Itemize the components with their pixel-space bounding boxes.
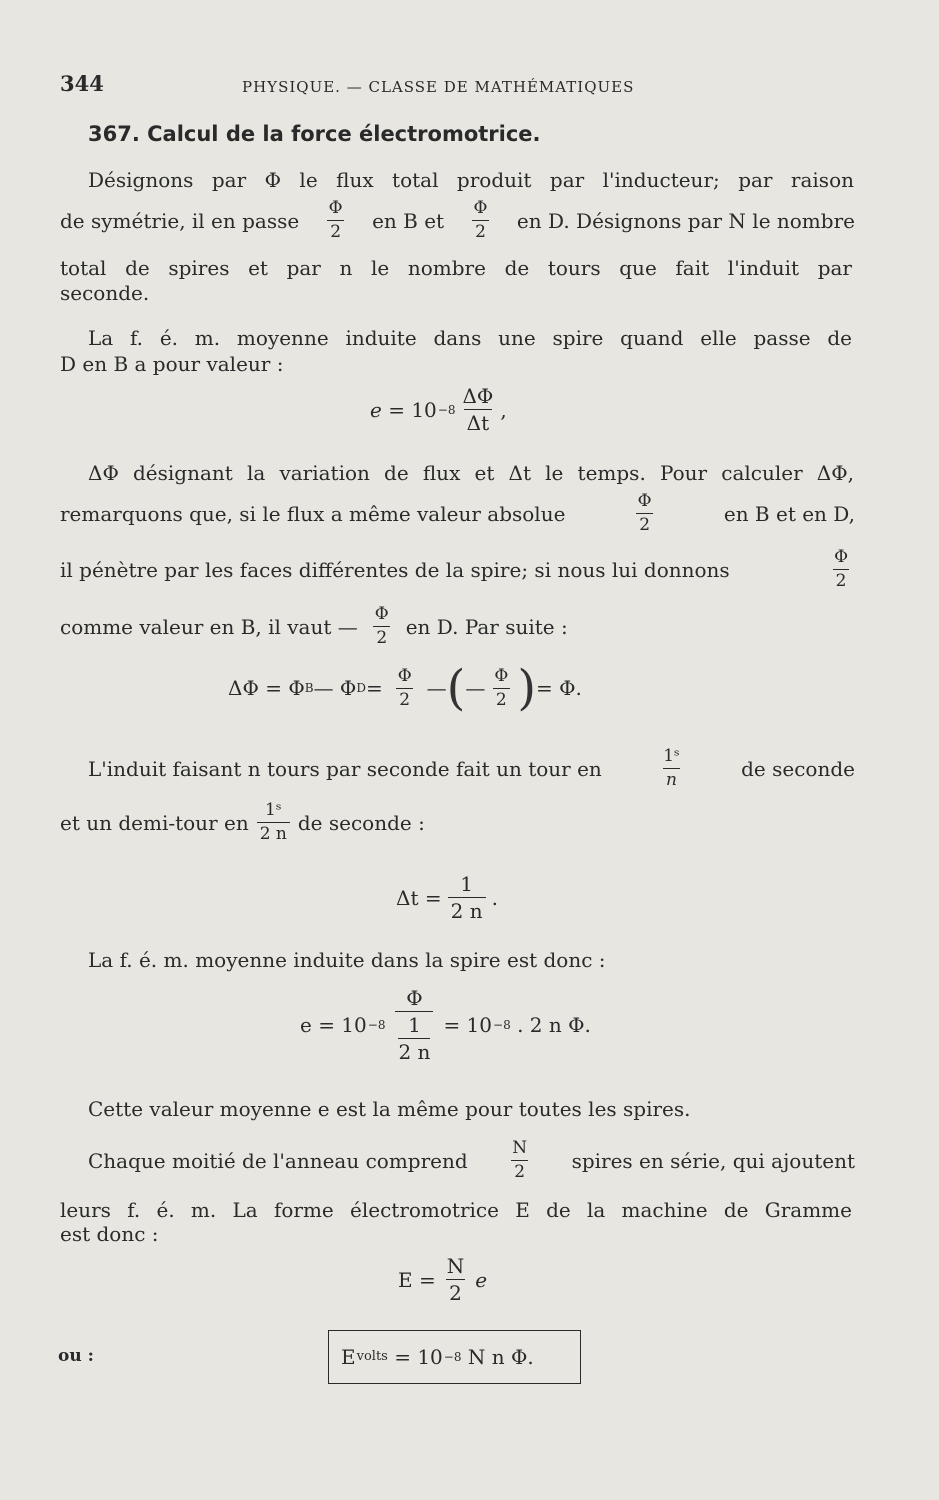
paragraph-line: remarquons que, si le flux a même valeur absolue $\frac{\Phi}{2}$ en B et en D, <box>60 491 855 535</box>
paragraph-line: il pénètre par les faces différentes de la spire; si nous lui donnons $\frac{\Phi}{2}$ <box>60 549 855 590</box>
running-header: PHYSIQUE. — CLASSE DE MATHÉMATIQUES <box>242 78 635 96</box>
fraction-delta-phi-over-delta-t: $\frac{\Delta\Phi}{\Delta t}$ <box>462 384 494 435</box>
text-span: en D. Désignons par N le nombre <box>516 208 855 233</box>
equation-emf: e = 10 −8 $\frac{\Delta\Phi}{\Delta t}$ , <box>370 384 507 435</box>
fraction-phi-over-2: $\frac{\Phi}{2}$ <box>473 198 488 242</box>
section-title: 367. Calcul de la force électromotrice. <box>88 122 541 146</box>
paragraph-line: total de spires et par n le nombre de tours que fait l'induit par <box>60 256 852 280</box>
paragraph-line: et un demi-tour en $\frac{\text{1ˢ}}{2 n}$ de seconde : <box>60 800 425 844</box>
final-formula-box: E volts = 10 −8 N n Φ. <box>328 1330 581 1384</box>
paragraph-line: ΔΦ désignant la variation de flux et Δt le temps. Pour calculer ΔΦ, <box>88 461 854 485</box>
fraction-n-over-2: $\frac{N}{2}$ <box>512 1138 528 1182</box>
paragraph-line: seconde. <box>60 281 150 305</box>
paragraph-line: Chaque moitié de l'anneau comprend $\frac{N}{2}$ spires en série, qui ajoutent <box>88 1138 855 1182</box>
prefix-ou: ou : <box>58 1346 94 1366</box>
paragraph-line: Désignons par Φ le flux total produit par l'inducteur; par raison <box>88 168 854 192</box>
paragraph-line: D en B a pour valeur : <box>60 352 284 376</box>
equation-delta-phi: ΔΦ = Φ B — Φ D = $\frac{\Phi}{2}$ — ( — $\frac{\Phi}{2}$ ) = Φ. <box>228 660 582 716</box>
paragraph-line: comme valeur en B, il vaut — $\frac{\Phi}{2}$ en D. Par suite : <box>60 604 568 648</box>
fraction-phi-over-2: $\frac{\Phi}{2}$ <box>494 665 509 710</box>
equation-emf-result: e = 10 −8 Φ 1 2 n = 10 −8 . 2 n Φ. <box>300 986 591 1064</box>
text-span: de symétrie, il en passe <box>60 208 300 233</box>
paragraph-line <box>60 200 855 241</box>
equation-total-emf: E = $\frac{N}{2}$ e <box>398 1254 488 1305</box>
page-number: 344 <box>60 71 104 96</box>
compound-fraction: Φ 1 2 n <box>395 988 433 1062</box>
paragraph-line: leurs f. é. m. La forme électromotrice E de la machine de Gramme <box>60 1198 852 1222</box>
fraction-phi-over-2: $\frac{\Phi}{2}$ <box>374 604 389 648</box>
fraction-phi-over-2: $\frac{\Phi}{2}$ <box>637 491 652 535</box>
paragraph-line: est donc : <box>60 1222 159 1246</box>
fraction-n-over-2: $\frac{N}{2}$ <box>446 1254 465 1305</box>
fraction-phi-over-2: $\frac{\Phi}{2}$ <box>397 665 412 710</box>
equation-delta-t: Δt = $\frac{1}{2 n}$ . <box>396 872 498 923</box>
paren-open: ( <box>446 660 466 716</box>
paragraph-line: La f. é. m. moyenne induite dans la spire est donc : <box>88 948 606 972</box>
text-span: en B et <box>372 208 445 233</box>
paragraph-line: La f. é. m. moyenne induite dans une spire quand elle passe de <box>88 326 852 350</box>
fraction-one-second-over-n: $\frac{\text{1ˢ}}{n}$ <box>663 746 680 790</box>
paragraph-line: Cette valeur moyenne e est la même pour toutes les spires. <box>88 1097 691 1121</box>
fraction-phi-over-2: $\frac{\Phi}{2}$ <box>328 198 343 242</box>
fraction-one-over-2n: $\frac{1}{2 n}$ <box>448 874 486 921</box>
paren-close: ) <box>517 660 537 716</box>
paragraph-line: L'induit faisant n tours par seconde fait un tour en $\frac{\text{1ˢ}}{n}$ de seconde <box>88 746 855 790</box>
fraction-phi-over-2: $\frac{\Phi}{2}$ <box>834 547 848 591</box>
fraction-one-second-over-2n: $\frac{\text{1ˢ}}{2 n}$ <box>257 802 290 843</box>
